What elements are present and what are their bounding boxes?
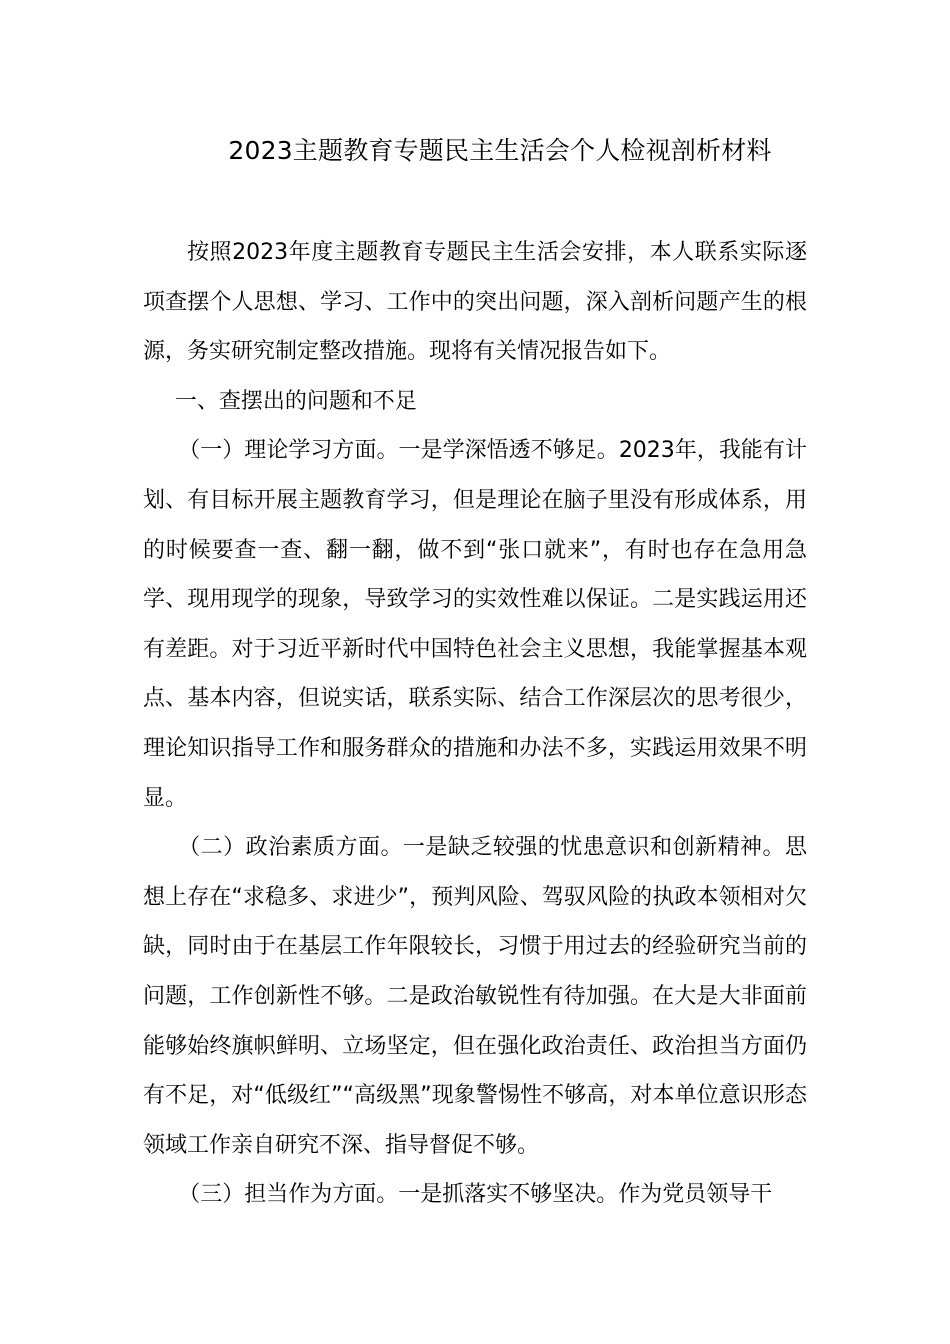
subsection-paragraph-responsibility: （三）担当作为方面。一是抓落实不够坚决。作为党员领导干 [178, 1182, 773, 1208]
subsection-paragraph-theory: （一）理论学习方面。一是学深悟透不够足。2023年，我能有计划、有目标开展主题教育学习，但是理论在脑子里没有形成体系，用的时候要查一查、翻一翻，做不到“张口就来”，有时也存在急用急学、现用现学的现象，导致学习的实效性难以保证。二是实践运用还有差距。对于习近平新时代中国特色社会主义思想，我能掌握基本观点、基本内容，但说实话，联系实际、结合工作深层次的思考很少，理论知识指导工作和服务群众的措施和办法不多，实践运用效果不明显。 [143, 438, 807, 811]
subsection-paragraph-politics: （二）政治素质方面。一是缺乏较强的忧患意识和创新精神。思想上存在“求稳多、求进少”，预判风险、驾驭风险的执政本领相对欠缺，同时由于在基层工作年限较长，习惯于用过去的经验研究当前的问题，工作创新性不够。二是政治敏锐性有待加强。在大是大非面前能够始终旗帜鲜明、立场坚定，但在强化政治责任、政治担当方面仍有不足，对“低级红”“高级黑”现象警惕性不够高，对本单位意识形态领域工作亲自研究不深、指导督促不够。 [143, 835, 807, 1158]
document-body [143, 228, 807, 1220]
document-title: 2023主题教育专题民主生活会个人检视剖析材料 [228, 136, 772, 165]
section-heading: 一、查摆出的问题和不足 [174, 388, 417, 414]
intro-paragraph: 按照2023年度主题教育专题民主生活会安排，本人联系实际逐项查摆个人思想、学习、工作中的突出问题，深入剖析问题产生的根源，务实研究制定整改措施。现将有关情况报告如下。 [143, 240, 807, 365]
